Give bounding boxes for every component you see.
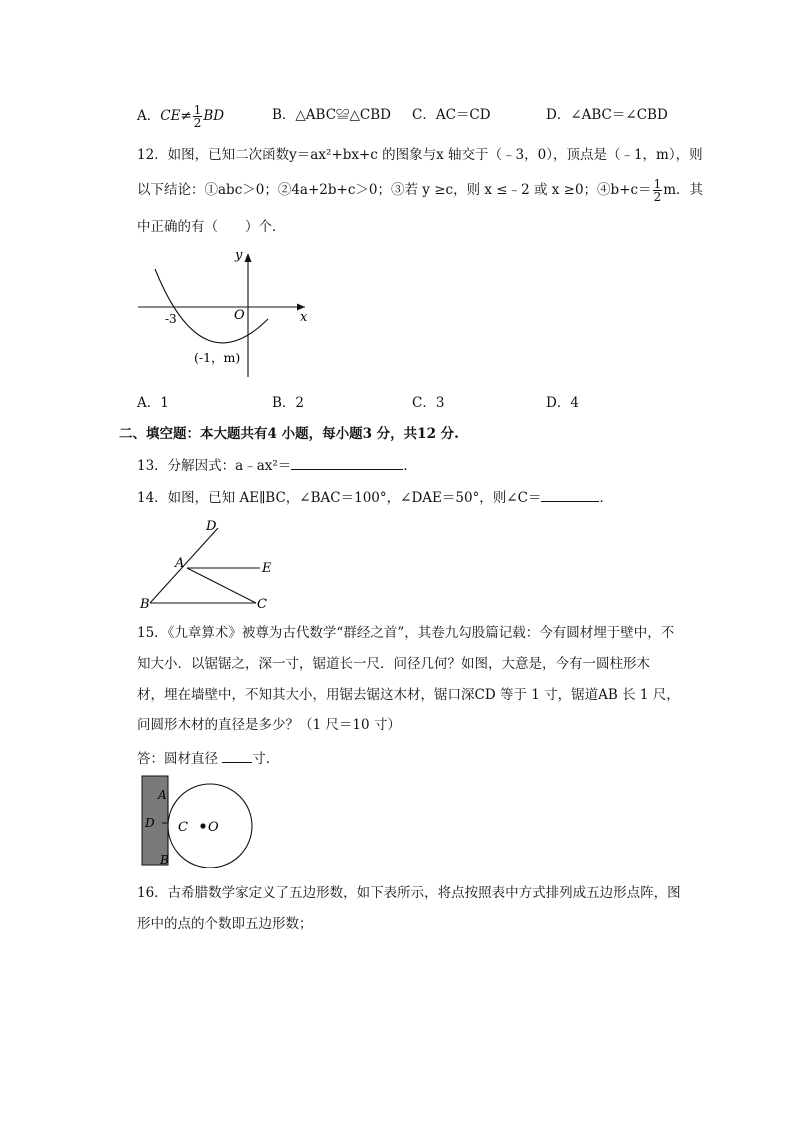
q12-line-2: 以下结论：①abc＞0；②4a+2b+c＞0；③若 y ≥c，则 x ≤﹣2 或 x ≥0；④b+c＝ $\frac{1}{2}$ m．其 xyxy=(137,177,704,204)
point-d-label: D xyxy=(145,816,155,830)
y-axis-arrow xyxy=(245,253,252,262)
q12-option-c: C．3 xyxy=(412,395,445,411)
center-point xyxy=(200,823,205,828)
q15-answer: 答：圆材直径 寸． xyxy=(137,748,279,769)
q15-line-3: 材，埋在墙壁中，不知其大小，用锯去锯这木材，锯口深CD 等于 1 寸，锯道AB 长 1 尺， xyxy=(137,687,680,703)
fraction: $\frac{1}{2}$ xyxy=(653,177,662,204)
vertex-label: (-1，m) xyxy=(194,350,241,365)
q13: 13．分解因式：a﹣ax²＝ ． xyxy=(137,455,417,476)
point-b-label: B xyxy=(160,853,169,867)
origin-label: O xyxy=(234,308,245,323)
answer-blank xyxy=(541,487,599,502)
point-c-label: C xyxy=(178,820,188,835)
fraction: $\frac{1}{2}$ xyxy=(193,103,202,130)
parabola-curve xyxy=(155,269,268,343)
root-label: -3 xyxy=(165,312,177,326)
q16-line-1: 16．古希腊数学家定义了五边形数，如下表所示，将点按照表中方式排列成五边形点阵，图 xyxy=(137,885,681,901)
q11-option-b: B．△ABC≌△CBD xyxy=(272,107,392,123)
answer-blank xyxy=(222,748,252,763)
q15-line-4: 问圆形木材的直径是多少？（1 尺＝10 寸） xyxy=(137,717,401,733)
parabola-graph xyxy=(130,245,320,385)
q16-line-2: 形中的点的个数即五边形数； xyxy=(137,916,313,932)
point-a-label: A xyxy=(175,556,185,571)
q12-option-a: A．1 xyxy=(137,395,169,411)
point-d-label: D xyxy=(206,519,217,534)
point-e-label: E xyxy=(262,561,272,576)
x-axis-label: x xyxy=(300,310,308,325)
point-c-label: C xyxy=(257,597,267,612)
q15-line-1: 15．《九章算术》被尊为古代数学“群经之首”，其卷九勾股篇记载：今有圆材埋于壁中，不 xyxy=(137,625,675,641)
point-a-label: A xyxy=(158,788,167,802)
q14: 14．如图，已知 AE∥BC，∠BAC＝100°，∠DAE＝50°，则∠C＝ ． xyxy=(137,487,613,508)
q14-figure xyxy=(130,512,290,614)
line-ac xyxy=(187,568,256,603)
q11-option-d: D．∠ABC＝∠CBD xyxy=(546,107,668,123)
answer-blank xyxy=(291,455,403,470)
q11-option-a: A．CE≠ $\frac{1}{2}$ BD xyxy=(137,103,225,130)
q12-line-1: 12．如图，已知二次函数y＝ax²+bx+c 的图象与x 轴交于（﹣3，0），顶点是（﹣1，m），则 xyxy=(137,147,703,163)
q15-line-2: 知大小．以锯锯之，深一寸，锯道长一尺．问径几何？如图，大意是，今有一圆柱形木 xyxy=(137,656,650,672)
y-axis-label: y xyxy=(235,248,243,263)
q11-option-c: C．AC＝CD xyxy=(412,107,491,123)
q12-option-b: B．2 xyxy=(272,395,305,411)
q12-line-3: 中正确的有（ ）个． xyxy=(137,219,286,235)
q15-figure xyxy=(136,773,258,868)
q12-option-d: D．4 xyxy=(546,395,579,411)
point-b-label: B xyxy=(140,597,150,612)
point-o-label: O xyxy=(208,820,219,835)
section-heading: 二、填空题：本大题共有4 小题，每小题3 分，共12 分. xyxy=(119,426,459,442)
